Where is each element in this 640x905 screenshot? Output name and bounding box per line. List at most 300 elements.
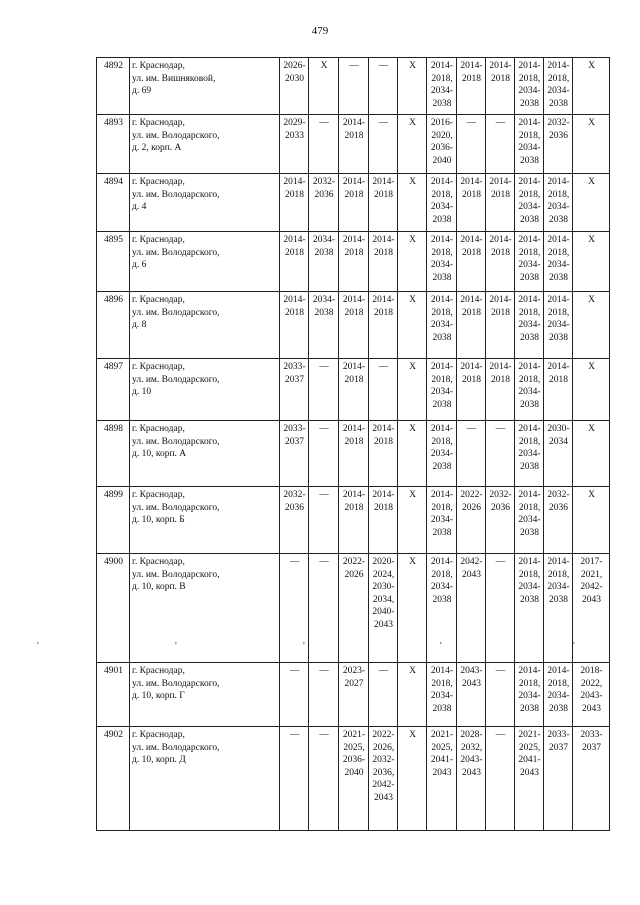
row-number-cell: 4897 [97, 359, 130, 421]
period-cell [486, 663, 515, 727]
period-line: 2018 [344, 307, 364, 318]
period-line: 2014- [342, 424, 366, 434]
period-line: 2020, [431, 130, 453, 141]
period-cell [339, 292, 369, 359]
table-row [97, 115, 610, 174]
period-line: 2033- [283, 362, 306, 372]
period-line: 2014- [430, 424, 454, 434]
period-line: 2014- [547, 235, 570, 245]
period-line: 2014- [518, 295, 541, 305]
address-cell [130, 115, 280, 174]
period-cell [339, 727, 369, 831]
period-line: 2018 [344, 436, 364, 447]
period-line: 2038 [520, 703, 539, 714]
period-line: 2038 [520, 155, 539, 166]
period-cell [339, 663, 369, 727]
scan-mark: ' [303, 641, 305, 652]
period-cell [486, 727, 515, 831]
period-line: 2034- [312, 295, 336, 305]
period-line: 2018, [547, 569, 570, 580]
period-line: 2038 [432, 527, 452, 538]
period-line: X [588, 118, 595, 128]
period-cell [369, 292, 398, 359]
period-line: 2034- [547, 202, 570, 213]
period-line: 2034- [430, 387, 454, 398]
address-line: д. 10, корп. Б [132, 515, 185, 526]
period-line: 2018 [491, 247, 510, 258]
period-line: 2014- [460, 177, 483, 187]
period-line: 2018, [431, 569, 453, 580]
period-line: 2018, [518, 436, 541, 447]
period-cell [486, 174, 515, 232]
period-line: 2036 [549, 502, 568, 513]
period-line: 2038 [520, 214, 539, 225]
period-line: 2014- [342, 295, 366, 305]
period-cell [573, 554, 610, 663]
period-line: 2043 [374, 619, 393, 630]
period-cell [398, 232, 427, 292]
address-line: г. Краснодар, [132, 557, 185, 567]
address-cell [130, 292, 280, 359]
period-line: 2034- [430, 449, 454, 460]
period-cell [486, 292, 515, 359]
period-line: 2032- [547, 490, 570, 500]
period-line: 2018, [431, 502, 453, 513]
period-line: 2025, [518, 742, 541, 753]
period-line: 2014- [430, 295, 454, 305]
period-line: 2014- [283, 177, 306, 187]
period-line: 2018 [462, 247, 481, 258]
period-line: X [588, 362, 595, 372]
period-line: 2041- [430, 755, 454, 766]
period-line: 2014- [430, 362, 454, 372]
period-line: X [409, 424, 416, 434]
period-line: — [378, 61, 389, 71]
period-line: 2018 [285, 307, 304, 318]
period-cell [544, 421, 573, 487]
period-line: 2042- [460, 557, 483, 567]
period-cell [515, 487, 544, 554]
period-line: 2043 [520, 767, 539, 778]
period-cell [544, 727, 573, 831]
address-line: д. 6 [132, 260, 147, 271]
period-line: 2037 [285, 374, 304, 385]
period-cell [309, 174, 339, 232]
page-number: 479 [311, 25, 329, 37]
period-line: 2018, [547, 307, 570, 318]
address-line: д. 8 [132, 320, 147, 331]
scan-mark: ' [175, 641, 177, 652]
period-line: 2034- [430, 86, 454, 97]
period-cell [486, 487, 515, 554]
period-cell [515, 554, 544, 663]
period-line: 2018, [518, 502, 541, 513]
period-line: 2018 [374, 436, 393, 447]
period-cell [309, 487, 339, 554]
address-line: ул. им. Володарского, [132, 189, 220, 200]
period-cell [427, 663, 457, 727]
period-line: 2018 [344, 130, 364, 141]
table-row [97, 554, 610, 663]
period-line: 2014- [518, 424, 541, 434]
period-line: X [409, 666, 416, 676]
table-row [97, 421, 610, 487]
period-cell [515, 115, 544, 174]
period-line: 2018 [285, 247, 304, 258]
period-line: 2034- [430, 515, 454, 526]
period-line: — [349, 61, 359, 71]
period-line: 2033 [285, 130, 304, 141]
period-line: — [319, 118, 329, 128]
period-line: 2025, [343, 742, 365, 753]
period-line: 2014- [547, 177, 570, 187]
period-line: 2026, [372, 742, 395, 753]
period-line: 2014- [518, 490, 541, 500]
period-cell [573, 174, 610, 232]
period-cell [339, 487, 369, 554]
period-line: 2034- [547, 320, 570, 331]
period-line: — [319, 730, 329, 740]
period-line: 2038 [549, 594, 568, 605]
period-cell [573, 487, 610, 554]
period-line: 2034- [518, 86, 541, 97]
period-line: 2037 [549, 742, 568, 753]
period-cell [369, 359, 398, 421]
period-line: 2018 [374, 502, 393, 513]
period-line: 2038 [520, 527, 539, 538]
period-cell [339, 421, 369, 487]
period-cell [280, 58, 309, 115]
period-cell [515, 359, 544, 421]
table-row [97, 232, 610, 292]
address-line: д. 10 [132, 387, 152, 398]
period-line: 2038 [520, 272, 539, 283]
period-cell [427, 174, 457, 232]
address-cell [130, 554, 280, 663]
period-line: 2014- [460, 362, 483, 372]
period-cell [280, 663, 309, 727]
period-line: 2034, [372, 594, 395, 605]
period-line: 2018, [547, 189, 570, 200]
period-cell [280, 359, 309, 421]
period-line: 2034- [518, 320, 541, 331]
period-line: — [495, 557, 506, 567]
period-line: 2027 [344, 678, 364, 689]
period-cell [309, 58, 339, 115]
address-line: г. Краснодар, [132, 490, 185, 500]
period-line: 2022- [342, 557, 366, 567]
period-line: — [378, 666, 389, 676]
period-cell [369, 727, 398, 831]
period-line: X [409, 362, 416, 372]
period-cell [515, 58, 544, 115]
period-cell [280, 174, 309, 232]
period-line: 2018, [518, 247, 541, 258]
period-line: 2043- [460, 666, 483, 676]
period-cell [573, 115, 610, 174]
period-cell [280, 292, 309, 359]
period-cell [544, 554, 573, 663]
period-cell [486, 554, 515, 663]
period-cell [280, 727, 309, 831]
period-cell [309, 232, 339, 292]
period-cell [280, 487, 309, 554]
scan-mark: ' [37, 641, 39, 652]
period-cell [427, 487, 457, 554]
period-line: 2036 [285, 502, 304, 513]
period-line: 2018, [547, 247, 570, 258]
period-line: 2036- [430, 143, 454, 154]
period-line: 2024, [372, 569, 395, 580]
period-line: 2014- [460, 235, 483, 245]
period-line: 2025, [431, 742, 453, 753]
period-line: 2026 [344, 569, 364, 580]
period-line: — [319, 557, 329, 567]
period-line: 2043 [462, 767, 481, 778]
row-number-cell: 4894 [97, 174, 130, 232]
period-line: 2014- [547, 61, 570, 71]
period-cell [427, 115, 457, 174]
period-line: 2042- [372, 780, 395, 791]
period-line: 2014- [547, 666, 570, 676]
period-line: — [466, 424, 477, 434]
address-line: ул. им. Володарского, [132, 678, 220, 689]
period-line: X [409, 118, 416, 128]
period-line: 2014- [372, 235, 395, 245]
period-line: 2040 [344, 767, 364, 778]
period-line: 2038 [549, 332, 568, 343]
address-line: г. Краснодар, [132, 177, 185, 187]
period-line: 2018, [431, 374, 453, 385]
address-line: д. 10, корп. Г [132, 691, 185, 702]
period-line: 2036 [491, 502, 510, 513]
period-line: 2021- [518, 730, 541, 740]
period-line: 2033- [283, 424, 306, 434]
period-line: 2018, [518, 130, 541, 141]
period-cell [457, 487, 486, 554]
period-line: 2038 [432, 399, 452, 410]
period-line: 2038 [432, 332, 452, 343]
period-line: 2043 [582, 703, 601, 714]
period-cell [309, 663, 339, 727]
period-line: 2014- [518, 177, 541, 187]
period-line: 2018 [549, 374, 568, 385]
period-line: 2014- [283, 235, 306, 245]
table-row [97, 174, 610, 232]
period-cell [369, 58, 398, 115]
period-cell [398, 359, 427, 421]
period-cell [309, 727, 339, 831]
period-line: 2032- [489, 490, 512, 500]
period-line: 2014- [342, 118, 366, 128]
period-line: 2014- [518, 557, 541, 567]
period-line: 2018, [431, 189, 453, 200]
period-line: 2038 [549, 703, 568, 714]
period-cell [544, 232, 573, 292]
period-line: 2014- [372, 177, 395, 187]
address-line: д. 10, корп. Д [132, 755, 186, 766]
period-cell [457, 727, 486, 831]
period-line: 2038 [520, 332, 539, 343]
period-line: X [588, 490, 595, 500]
period-cell [515, 232, 544, 292]
period-cell [427, 421, 457, 487]
period-line: 2018, [431, 73, 453, 84]
period-line: 2038 [432, 214, 452, 225]
period-line: 2029- [283, 118, 306, 128]
period-line: X [588, 424, 595, 434]
period-line: 2038 [549, 272, 568, 283]
period-line: 2038 [314, 307, 334, 318]
period-line: 2036, [372, 767, 395, 778]
period-cell [280, 115, 309, 174]
period-cell [544, 663, 573, 727]
period-cell [457, 421, 486, 487]
period-cell [457, 554, 486, 663]
period-line: 2014- [372, 424, 395, 434]
period-line: X [588, 61, 595, 71]
period-cell [398, 115, 427, 174]
period-cell [398, 487, 427, 554]
period-cell [280, 421, 309, 487]
period-line: 2034- [518, 449, 541, 460]
period-line: 2038 [432, 703, 452, 714]
period-cell [486, 421, 515, 487]
address-line: д. 69 [132, 86, 152, 97]
table-row [97, 58, 610, 115]
period-line: 2038 [432, 98, 452, 109]
address-line: г. Краснодар, [132, 666, 185, 676]
period-line: 2018 [462, 374, 481, 385]
scan-mark: ' [573, 641, 575, 652]
address-cell [130, 174, 280, 232]
period-cell [339, 174, 369, 232]
period-line: 2018, [518, 73, 541, 84]
period-line: 2038 [549, 98, 568, 109]
period-line: 2034- [518, 143, 541, 154]
address-line: ул. им. Володарского, [132, 502, 220, 513]
period-line: 2022- [372, 730, 395, 740]
period-line: 2021- [342, 730, 366, 740]
period-line: — [495, 118, 506, 128]
period-line: 2014- [547, 557, 570, 567]
period-line: 2032- [372, 755, 395, 766]
period-cell [339, 115, 369, 174]
period-line: 2021, [580, 569, 603, 580]
period-line: 2034- [430, 320, 454, 331]
period-cell [369, 663, 398, 727]
period-cell [544, 58, 573, 115]
period-cell [573, 292, 610, 359]
period-line: — [495, 666, 506, 676]
period-cell [369, 487, 398, 554]
period-line: 2018, [431, 678, 453, 689]
period-line: 2018 [491, 73, 510, 84]
row-number-cell: 4900 [97, 554, 130, 663]
period-line: — [378, 118, 389, 128]
period-line: 2016- [430, 118, 454, 128]
period-line: 2014- [430, 235, 454, 245]
period-line: 2033- [547, 730, 570, 740]
period-line: 2034- [518, 387, 541, 398]
period-cell [309, 292, 339, 359]
period-cell [398, 58, 427, 115]
period-line: 2038 [520, 594, 539, 605]
period-line: X [320, 61, 328, 71]
period-line: 2018 [462, 73, 481, 84]
period-line: 2038 [520, 399, 539, 410]
period-line: 2018, [547, 73, 570, 84]
period-line: 2014- [518, 118, 541, 128]
period-line: 2014- [342, 235, 366, 245]
period-cell [486, 58, 515, 115]
period-cell [398, 174, 427, 232]
period-line: 2037 [582, 742, 601, 753]
period-line: 2043 [432, 767, 452, 778]
period-cell [427, 58, 457, 115]
address-line: ул. им. Володарского, [132, 436, 220, 447]
period-line: X [588, 295, 595, 305]
period-cell [427, 292, 457, 359]
period-line: 2032- [312, 177, 336, 187]
period-line: 2014- [518, 235, 541, 245]
period-cell [515, 421, 544, 487]
period-line: 2014- [430, 61, 454, 71]
period-line: 2014- [430, 177, 454, 187]
period-line: — [495, 730, 506, 740]
period-line: 2038 [432, 461, 452, 472]
period-line: 2043- [580, 691, 603, 702]
period-cell [573, 58, 610, 115]
period-cell [339, 58, 369, 115]
period-cell [573, 359, 610, 421]
row-number-cell: 4892 [97, 58, 130, 115]
period-line: 2014- [430, 666, 454, 676]
period-line: 2034- [518, 691, 541, 702]
period-line: — [289, 557, 300, 567]
period-line: — [319, 666, 329, 676]
address-line: д. 10, корп. В [132, 582, 186, 593]
table-row [97, 663, 610, 727]
period-line: 2043 [374, 792, 393, 803]
period-line: 2022- [460, 490, 483, 500]
period-cell [486, 359, 515, 421]
period-cell [457, 232, 486, 292]
period-cell [544, 292, 573, 359]
address-line: ул. им. Володарского, [132, 130, 220, 141]
period-cell [515, 292, 544, 359]
period-line: 2026- [283, 61, 306, 71]
period-line: 2028- [460, 730, 483, 740]
period-line: X [409, 61, 416, 71]
period-cell [369, 554, 398, 663]
scan-mark: ' [440, 641, 442, 652]
registry-table [96, 57, 610, 831]
period-line: 2014- [489, 235, 512, 245]
period-line: X [588, 177, 595, 187]
period-line: X [409, 295, 416, 305]
period-line: 2041- [518, 755, 541, 766]
period-line: 2018, [518, 569, 541, 580]
period-line: 2033- [580, 730, 603, 740]
period-line: 2018 [374, 247, 393, 258]
period-cell [544, 487, 573, 554]
address-line: ул. им. Володарского, [132, 307, 220, 318]
row-number-cell: 4902 [97, 727, 130, 831]
period-line: 2034- [547, 582, 570, 593]
period-line: 2032- [547, 118, 570, 128]
address-line: г. Краснодар, [132, 235, 185, 245]
